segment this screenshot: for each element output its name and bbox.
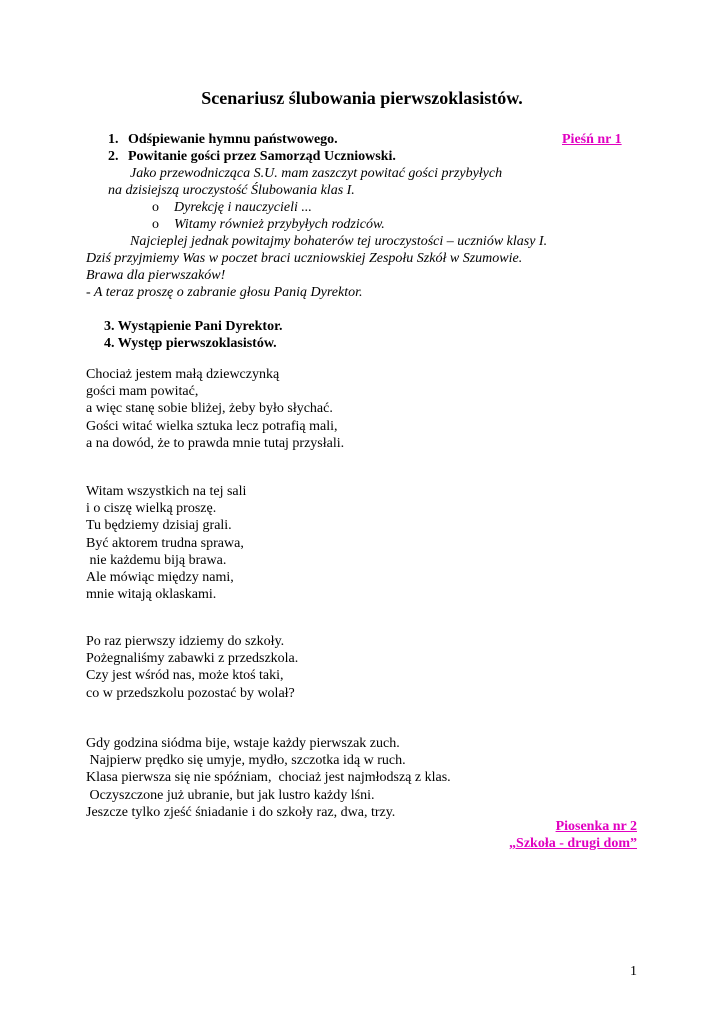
item-text: Powitanie gości przez Samorząd Uczniowski. xyxy=(128,149,396,164)
poem-stanza-3 xyxy=(86,633,298,702)
speech-bullet xyxy=(152,216,385,233)
poem-line: co w przedszkolu pozostać by wolał? xyxy=(86,685,295,701)
speech-line: - A teraz proszę o zabranie głosu Panią Dyrektor. xyxy=(86,285,363,300)
speech-line: Brawa dla pierwszaków! xyxy=(86,268,226,283)
poem-stanza-1 xyxy=(86,366,344,452)
poem-line: a na dowód, że to prawda mnie tutaj przysłali. xyxy=(86,435,345,451)
page-number: 1 xyxy=(630,964,637,979)
poem-line: Tu będziemy dzisiaj grali. xyxy=(86,518,232,534)
list-item-4: 4. Występ pierwszoklasistów. xyxy=(104,336,277,351)
list-item-2 xyxy=(108,148,396,165)
list-item-1 xyxy=(108,131,338,148)
poem-line: Być aktorem trudna sprawa, xyxy=(86,535,244,551)
poem-line: Witam wszystkich na tej sali xyxy=(86,484,247,499)
poem-line: Klasa pierwsza się nie spóźniam, chociaż jest najmłodszą z klas. xyxy=(86,770,451,786)
bullet-text: Dyrekcję i nauczycieli ... xyxy=(174,200,312,215)
poem-line: mnie witają oklaskami. xyxy=(86,587,217,603)
poem-line: Chociaż jestem małą dziewczynką xyxy=(86,367,280,382)
song-title-link[interactable]: „Szkoła - drugi dom” xyxy=(509,836,637,851)
poem-line: Po raz pierwszy idziemy do szkoły. xyxy=(86,634,285,649)
poem-line: i o ciszę wielką proszę. xyxy=(86,501,217,517)
page-title: Scenariusz ślubowania pierwszoklasistów. xyxy=(201,88,523,108)
poem-stanza-4 xyxy=(86,735,451,821)
poem-line: Ale mówiąc między nami, xyxy=(86,570,234,586)
poem-line: Oczyszczone już ubranie, but jak lustro każdy lśni. xyxy=(86,787,375,803)
poem-line: nie każdemu biją brawa. xyxy=(86,552,227,568)
speech-line: Dziś przyjmiemy Was w poczet braci uczniowskiej Zespołu Szkół w Szumowie. xyxy=(86,251,523,266)
song-link-1[interactable]: Pieśń nr 1 xyxy=(562,132,622,147)
song-link-2[interactable]: Piosenka nr 2 xyxy=(555,819,637,834)
speech-line: na dzisiejszą uroczystość Ślubowania klas I. xyxy=(108,183,355,198)
poem-line: Najpierw prędko się umyje, mydło, szczotka idą w ruch. xyxy=(86,753,406,769)
item-text: Odśpiewanie hymnu państwowego. xyxy=(128,132,338,147)
poem-line: Czy jest wśród nas, może ktoś taki, xyxy=(86,668,284,684)
poem-line: a więc stanę sobie bliżej, żeby było słychać. xyxy=(86,401,333,417)
item-number: 2. xyxy=(108,149,119,164)
poem-stanza-2 xyxy=(86,483,246,603)
poem-line: Gości witać wielka sztuka lecz potrafią mali, xyxy=(86,418,338,434)
bullet-icon: o xyxy=(152,200,159,215)
speech-line: Najcieplej jednak powitajmy bohaterów tej uroczystości – uczniów klasy I. xyxy=(130,234,548,249)
poem-line: Pożegnaliśmy zabawki z przedszkola. xyxy=(86,651,299,667)
item-number: 1. xyxy=(108,132,119,147)
bullet-text: Witamy również przybyłych rodziców. xyxy=(174,217,385,232)
poem-line: gości mam powitać, xyxy=(86,384,199,400)
list-item-3: 3. Wystąpienie Pani Dyrektor. xyxy=(104,319,283,334)
bullet-icon: o xyxy=(152,217,159,232)
speech-line: Jako przewodnicząca S.U. mam zaszczyt powitać gości przybyłych xyxy=(130,166,503,181)
speech-bullet xyxy=(152,199,312,216)
poem-line: Jeszcze tylko zjeść śniadanie i do szkoły raz, dwa, trzy. xyxy=(86,804,396,820)
poem-line: Gdy godzina siódma bije, wstaje każdy pierwszak zuch. xyxy=(86,736,400,751)
